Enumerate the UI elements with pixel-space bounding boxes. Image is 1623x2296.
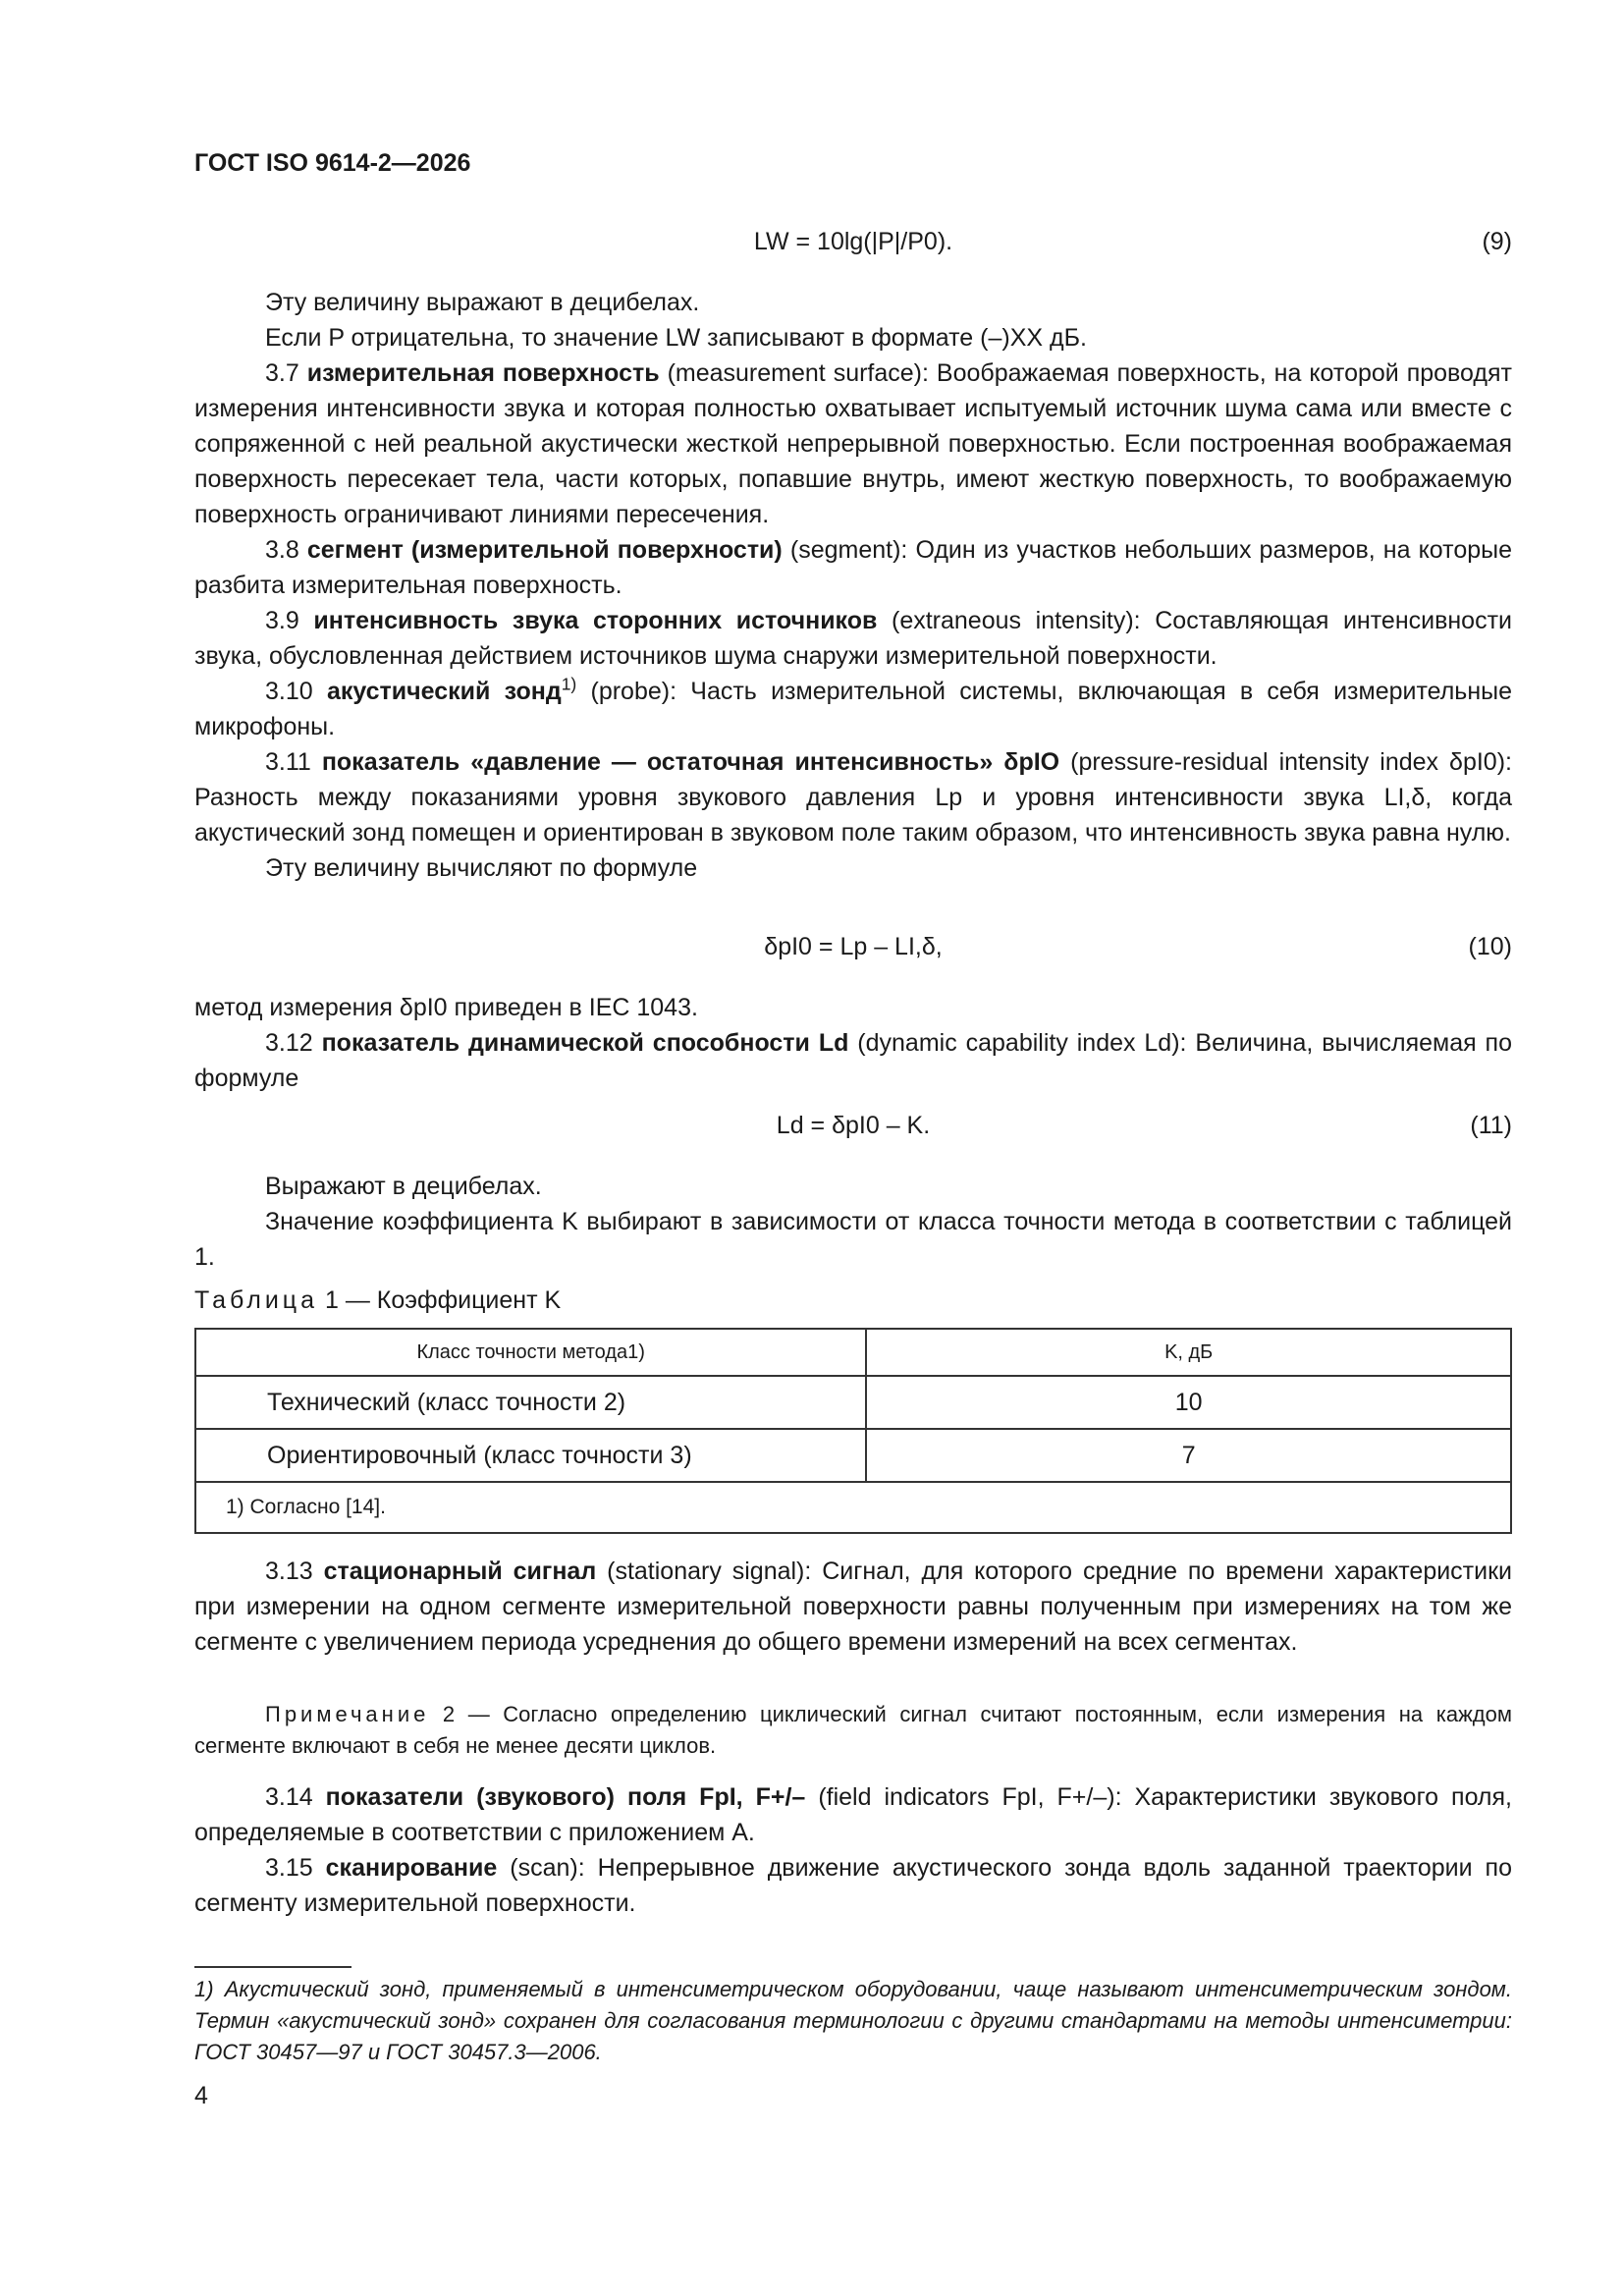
paragraph-calc: Эту величину вычисляют по формуле	[265, 854, 698, 882]
term-3-12: показатель динамической способности Ld	[321, 1029, 849, 1057]
term-3-7: измерительная поверхность	[306, 359, 660, 387]
paragraph-negative: Если P отрицательна, то значение LW записывают в формате (–)XX дБ.	[265, 324, 1087, 352]
table-1	[194, 1328, 1512, 1534]
table-row	[195, 1376, 1511, 1429]
term-3-8: сегмент (измерительной поверхности)	[306, 536, 783, 564]
main-text-3	[194, 1169, 1512, 1275]
section-3-13: 3.13 стационарный сигнал (stationary signal): Сигнал, для которого средние по времени характеристики при измерении на одном сегменте измерительной поверхности равны полученным при измерениях на том же сегменте с увеличением периода усреднения до общего времени измерений на всех сегментах.	[194, 1558, 1513, 1656]
table-header-k: K, дБ	[866, 1329, 1511, 1376]
page-footnote: 1) Акустический зонд, применяемый в интенсиметрическом оборудовании, чаще называют интенсиметрическим зондом. Термин «акустический зонд» сохранен для согласования терминологии с другими стандартами на методы интенсиметрии: ГОСТ 30457—97 и ГОСТ 30457.3—2006.	[194, 1977, 1512, 2064]
table-caption	[194, 1283, 1512, 1318]
term-3-15: сканирование	[325, 1854, 498, 1882]
equation-9-formula: LW = 10lg(|P|/P0).	[753, 228, 953, 255]
paragraph-method: метод измерения δpI0 приведен в IEC 1043.	[194, 994, 698, 1021]
equation-9-number: (9)	[1482, 228, 1512, 255]
note-label: Примечание	[265, 1702, 430, 1726]
paragraph-express: Выражают в децибелах.	[265, 1173, 542, 1200]
section-3-7: 3.7 измерительная поверхность (measurement surface): Воображаемая поверхность, на которой проводят измерения интенсивности звука и которая полностью охватывает испытуемый источник шума сама или вместе с сопряженной с ней реальной акустически жесткой непрерывной поверхностью. Если построенная воображаемая поверхность пересекает тела, части которых, попавшие внутрь, имеют жесткую поверхность, то воображаемую поверхность ограничивают линиями пересечения.	[194, 359, 1512, 528]
term-3-11: показатель «давление — остаточная интенсивность» δpIO	[321, 748, 1060, 776]
eq11-block	[194, 1108, 1512, 1147]
table-header-class: Класс точности метода1)	[195, 1329, 866, 1376]
section-3-8: 3.8 сегмент (измерительной поверхности) (segment): Один из участков небольших размеров, на которые разбита измерительная поверхность.	[194, 536, 1513, 599]
section-3-14: 3.14 показатели (звукового) поля FpI, F+/– (field indicators FpI, F+/–): Характеристики звукового поля, определяемые в соответствии с приложением А.	[194, 1783, 1512, 1846]
term-3-13: стационарный сигнал	[323, 1558, 597, 1585]
eq9-block	[194, 224, 1512, 263]
equation-11	[194, 1108, 1512, 1147]
table-1-wrapper	[194, 1328, 1512, 1534]
main-text-4	[194, 1554, 1512, 1660]
equation-10-number: (10)	[1468, 933, 1512, 960]
table-footnote-row	[195, 1482, 1511, 1533]
main-text-2	[194, 990, 1512, 1096]
eq10-block	[194, 929, 1512, 968]
main-text-5	[194, 1779, 1512, 1921]
term-3-9: интенсивность звука сторонних источников	[313, 607, 878, 634]
footnote-ref: 1)	[561, 674, 577, 694]
equation-10-formula: δpI0 = Lp – LI,δ,	[764, 933, 943, 960]
section-3-9: 3.9 интенсивность звука сторонних источников (extraneous intensity): Составляющая интенсивности звука, обусловленная действием источников шума снаружи измерительной поверхности.	[194, 607, 1512, 670]
table-cell-class: Ориентировочный (класс точности 3)	[195, 1429, 866, 1482]
section-3-15: 3.15 сканирование (scan): Непрерывное движение акустического зонда вдоль заданной траектории по сегменту измерительной поверхности.	[194, 1854, 1512, 1917]
table-footnote: 1) Согласно [14].	[195, 1482, 1511, 1533]
section-3-10: 3.10 акустический зонд$^{1)}$ (probe): Часть измерительной системы, включающая в себя измерительные микрофоны.	[194, 674, 1512, 740]
section-3-12: 3.12 показатель динамической способности Ld (dynamic capability index Ld): Величина, вычисляемая по формуле	[194, 1029, 1512, 1092]
term-3-14: показатели (звукового) поля FpI, F+/–	[325, 1783, 806, 1811]
table-caption-text: 1 — Коэффициент K	[324, 1286, 562, 1314]
document-header: ГОСТ ISO 9614-2—2026	[194, 149, 471, 177]
note-text: 2 — Согласно определению циклический сигнал считают постоянным, если измерения на каждом сегменте включают в себя не менее десяти циклов.	[194, 1702, 1512, 1758]
main-text-1	[194, 285, 1512, 886]
footnote-separator	[194, 1966, 352, 1968]
page-number: 4	[194, 2082, 208, 2109]
note-2	[194, 1699, 1512, 1762]
section-3-11: 3.11 показатель «давление — остаточная интенсивность» δpIO (pressure-residual intensity index δpI0): Разность между показаниями уровня звукового давления Lp и уровня интенсивности звука LI,δ, когда акустический зонд помещен и ориентирован в звуковом поле таким образом, что интенсивность звука равна нулю.	[194, 748, 1512, 847]
paragraph-k: Значение коэффициента K выбирают в зависимости от класса точности метода в соответствии с таблицей 1.	[194, 1208, 1512, 1271]
term-3-10: акустический зонд	[326, 678, 562, 705]
table-header-row	[195, 1329, 1511, 1376]
table-row	[195, 1429, 1511, 1482]
equation-9	[194, 224, 1512, 263]
paragraph-db: Эту величину выражают в децибелах.	[265, 289, 700, 316]
equation-10	[194, 929, 1512, 968]
table-caption-label: Таблица	[194, 1286, 319, 1314]
equation-11-formula: Ld = δpI0 – K.	[776, 1112, 931, 1139]
table-cell-k: 10	[866, 1376, 1511, 1429]
table-cell-k: 7	[866, 1429, 1511, 1482]
equation-11-number: (11)	[1470, 1112, 1512, 1139]
table-cell-class: Технический (класс точности 2)	[195, 1376, 866, 1429]
